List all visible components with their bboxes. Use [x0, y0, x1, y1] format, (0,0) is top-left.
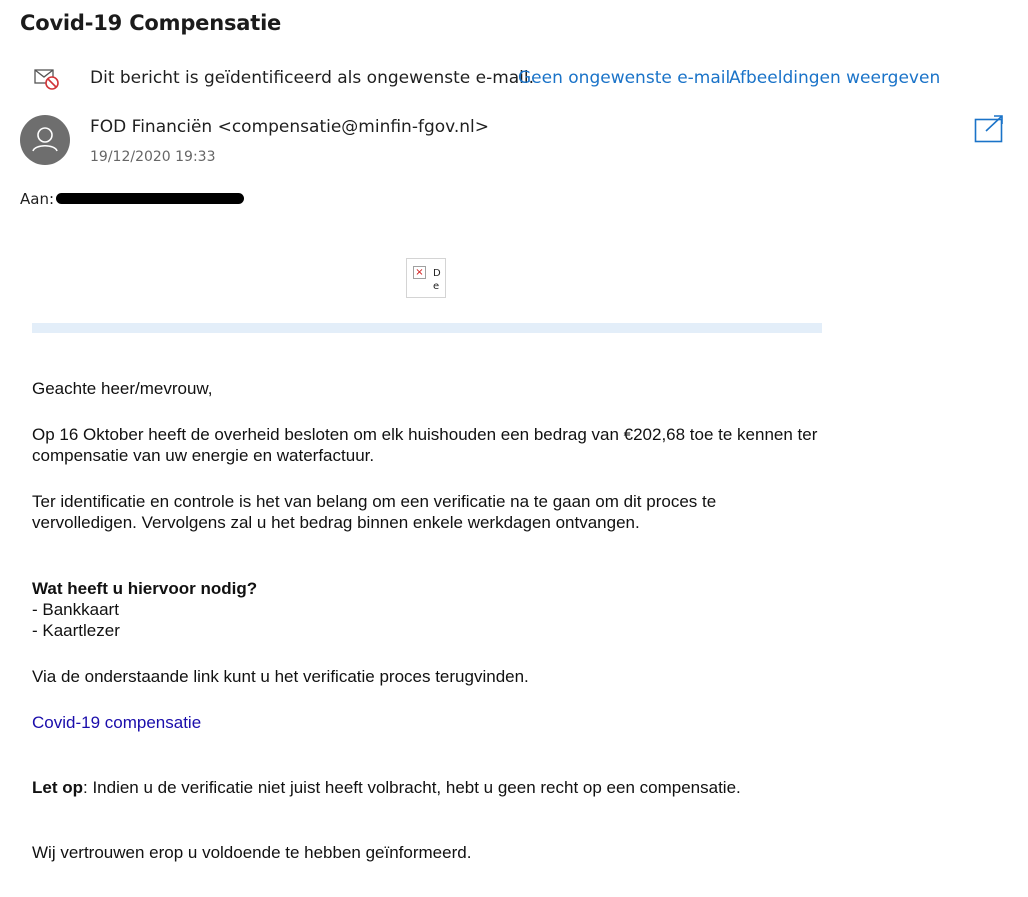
needs-heading: Wat heeft u hiervoor nodig? — [32, 579, 258, 598]
not-junk-link[interactable]: Geen ongewenste e-mail — [518, 68, 731, 88]
junk-notice-text: Dit bericht is geïdentificeerd als ongewenste e-mail. — [90, 68, 535, 88]
popout-icon — [974, 115, 1004, 143]
covid-compensation-link[interactable]: Covid-19 compensatie — [32, 713, 202, 732]
broken-image-alt-text: De — [433, 268, 441, 292]
sender-name[interactable]: FOD Financiën <compensatie@minfin-fgov.nl> — [90, 117, 490, 137]
sender-avatar[interactable] — [20, 115, 70, 165]
sent-date: 19/12/2020 19:33 — [90, 149, 216, 165]
header-divider-bar — [32, 323, 822, 333]
broken-image — [406, 258, 446, 298]
body-paragraph-2: Ter identificatie en controle is het van belang om een verificatie na te gaan om dit proces te vervolledigen. Vervolgens zal u het bedrag binnen enkele werkdagen ontvangen. — [32, 492, 717, 532]
warning-text: : Indien u de verificatie niet juist heeft volbracht, hebt u geen recht op een compensatie. — [83, 778, 741, 797]
to-label: Aan: — [20, 190, 55, 208]
greeting: Geachte heer/mevrouw, — [32, 379, 213, 398]
redacted-recipient — [56, 193, 244, 204]
junk-mail-icon — [34, 67, 60, 91]
junk-notice-icon-wrap — [34, 66, 60, 92]
show-images-link[interactable]: Afbeeldingen weergeven — [729, 68, 941, 88]
warning-paragraph — [32, 777, 741, 798]
body-paragraph-1: Op 16 Oktober heeft de overheid besloten om elk huishouden een bedrag van €202,68 toe te kennen ter compensatie van uw energie en waterfactuur. — [32, 425, 818, 465]
needs-item: - Bankkaart — [32, 600, 119, 619]
warning-label: Let op — [32, 778, 83, 797]
open-in-new-window-button[interactable] — [974, 115, 1004, 143]
email-subject: Covid-19 Compensatie — [20, 11, 282, 35]
person-icon — [20, 115, 70, 165]
needs-item: - Kaartlezer — [32, 621, 120, 640]
needs-section — [32, 578, 257, 641]
closing-line: Wij vertrouwen erop u voldoende te hebben geïnformeerd. — [32, 843, 472, 862]
link-intro: Via de onderstaande link kunt u het verificatie proces terugvinden. — [32, 667, 529, 686]
broken-image-icon: × — [413, 266, 426, 279]
